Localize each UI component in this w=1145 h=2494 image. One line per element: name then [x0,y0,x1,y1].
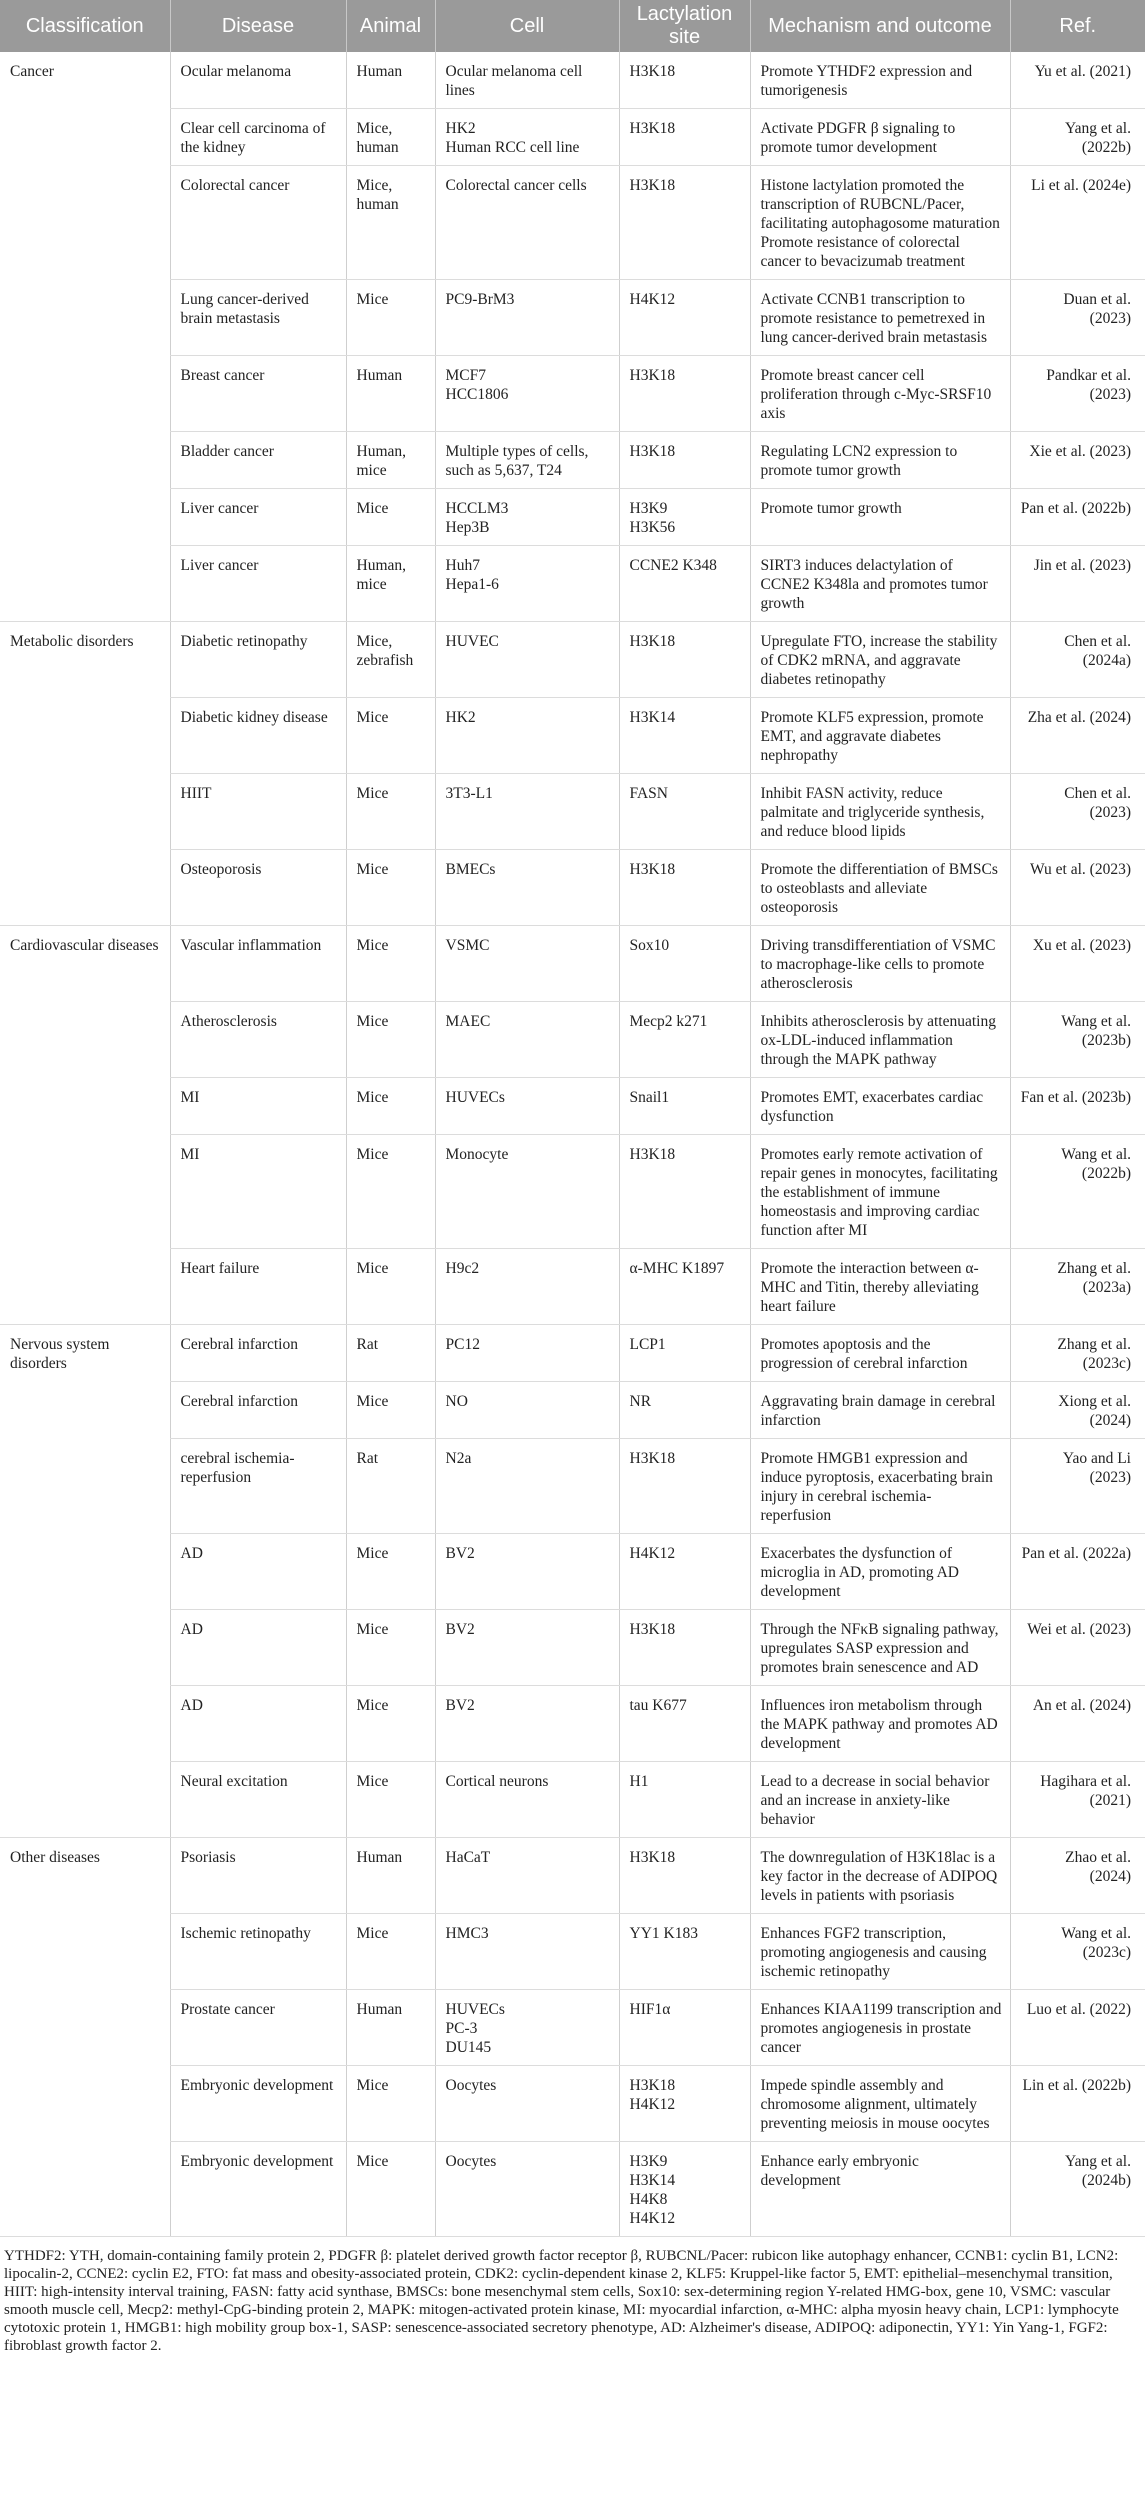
table-row [0,1325,1145,1382]
lactylation-site-cell: H4K12 [619,1534,750,1610]
reference-cell: Luo et al. (2022) [1010,1990,1145,2066]
animal-cell: Mice [346,1002,435,1078]
cell-line-cell: HaCaT [435,1838,619,1914]
classification-spacer [0,109,170,166]
lactylation-site-cell: α-MHC K1897 [619,1249,750,1325]
disease-cell: Diabetic kidney disease [170,698,346,774]
mechanism-cell: Upregulate FTO, increase the stability of CDK2 mRNA, and aggravate diabetes retinopathy [750,622,1010,698]
animal-cell: Human [346,1838,435,1914]
cell-line-cell: HK2 [435,698,619,774]
table-row [0,1534,1145,1610]
reference-cell: Lin et al. (2022b) [1010,2066,1145,2142]
header-cell: Cell [435,0,619,52]
disease-cell: Prostate cancer [170,1990,346,2066]
cell-line-cell: BV2 [435,1534,619,1610]
classification-spacer [0,1534,170,1610]
cell-line-cell: Oocytes [435,2066,619,2142]
disease-cell: HIIT [170,774,346,850]
reference-cell: Yang et al. (2022b) [1010,109,1145,166]
disease-cell: Diabetic retinopathy [170,622,346,698]
table-row [0,1135,1145,1249]
disease-cell: Vascular inflammation [170,926,346,1002]
table-row [0,1686,1145,1762]
table-row [0,1382,1145,1439]
animal-cell: Mice [346,774,435,850]
cell-line-cell: Monocyte [435,1135,619,1249]
lactylation-site-cell: HIF1α [619,1990,750,2066]
animal-cell: Mice [346,926,435,1002]
mechanism-cell: Enhances KIAA1199 transcription and promotes angiogenesis in prostate cancer [750,1990,1010,2066]
animal-cell: Mice [346,2066,435,2142]
disease-cell: Cerebral infarction [170,1382,346,1439]
animal-cell: Human [346,1990,435,2066]
lactylation-site-cell: H3K18 [619,432,750,489]
mechanism-cell: Histone lactylation promoted the transcription of RUBCNL/Pacer, facilitating autophagosome maturation Promote resistance of colorectal cancer to bevacizumab treatment [750,166,1010,280]
mechanism-cell: Through the NFκB signaling pathway, upregulates SASP expression and promotes brain senescence and AD [750,1610,1010,1686]
reference-cell: Li et al. (2024e) [1010,166,1145,280]
classification-spacer [0,356,170,432]
mechanism-cell: Promote HMGB1 expression and induce pyroptosis, exacerbating brain injury in cerebral ischemia-reperfusion [750,1439,1010,1534]
animal-cell: Mice [346,1610,435,1686]
lactylation-site-cell: H3K18 H4K12 [619,2066,750,2142]
mechanism-cell: Enhances FGF2 transcription, promoting angiogenesis and causing ischemic retinopathy [750,1914,1010,1990]
lactylation-site-cell: H3K18 [619,850,750,926]
lactylation-site-cell: H4K12 [619,280,750,356]
lactylation-site-cell: H3K18 [619,1610,750,1686]
reference-cell: Wu et al. (2023) [1010,850,1145,926]
mechanism-cell: Influences iron metabolism through the MAPK pathway and promotes AD development [750,1686,1010,1762]
mechanism-cell: Aggravating brain damage in cerebral infarction [750,1382,1010,1439]
classification-spacer [0,1610,170,1686]
disease-cell: cerebral ischemia-reperfusion [170,1439,346,1534]
table-row [0,546,1145,622]
classification-spacer [0,1135,170,1249]
table-body [0,52,1145,2237]
lactylation-site-cell: CCNE2 K348 [619,546,750,622]
table-row [0,2142,1145,2237]
table-row [0,489,1145,546]
cell-line-cell: Multiple types of cells, such as 5,637, T24 [435,432,619,489]
classification-spacer [0,1002,170,1078]
disease-cell: AD [170,1610,346,1686]
table-row [0,1610,1145,1686]
lactylation-site-cell: H3K18 [619,1439,750,1534]
classification-cell: Nervous system disorders [10,1336,110,1372]
animal-cell: Mice [346,698,435,774]
table-row [0,1990,1145,2066]
cell-line-cell: Huh7 Hepa1-6 [435,546,619,622]
classification-spacer [0,2142,170,2237]
reference-cell: Pandkar et al. (2023) [1010,356,1145,432]
table-row [0,109,1145,166]
mechanism-cell: Promote tumor growth [750,489,1010,546]
cell-line-cell: HUVEC [435,622,619,698]
cell-line-cell: MAEC [435,1002,619,1078]
header-row [0,0,1145,52]
mechanism-cell: Inhibit FASN activity, reduce palmitate and triglyceride synthesis, and reduce blood lipids [750,774,1010,850]
classification-spacer [0,280,170,356]
reference-cell: Wang et al. (2023b) [1010,1002,1145,1078]
disease-cell: Psoriasis [170,1838,346,1914]
mechanism-cell: Promote breast cancer cell proliferation through c-Myc-SRSF10 axis [750,356,1010,432]
mechanism-cell: Promotes early remote activation of repair genes in monocytes, facilitating the establishment of immune homeostasis and improving cardiac function after MI [750,1135,1010,1249]
lactylation-site-cell: H3K18 [619,622,750,698]
animal-cell: Mice [346,280,435,356]
reference-cell: Xu et al. (2023) [1010,926,1145,1002]
reference-cell: Yao and Li (2023) [1010,1439,1145,1534]
cell-line-cell: Cortical neurons [435,1762,619,1838]
classification-spacer [0,774,170,850]
disease-cell: Clear cell carcinoma of the kidney [170,109,346,166]
mechanism-cell: Promote YTHDF2 expression and tumorigenesis [750,52,1010,109]
cell-line-cell: BV2 [435,1610,619,1686]
disease-cell: MI [170,1078,346,1135]
mechanism-cell: Promote the differentiation of BMSCs to osteoblasts and alleviate osteoporosis [750,850,1010,926]
cell-line-cell: VSMC [435,926,619,1002]
header-disease: Disease [170,0,346,52]
classification-spacer [0,1990,170,2066]
classification-spacer [0,1249,170,1325]
classification-spacer [0,1078,170,1135]
classification-spacer [0,166,170,280]
classification-cell: Other diseases [10,1849,100,1866]
disease-cell: Atherosclerosis [170,1002,346,1078]
disease-cell: Osteoporosis [170,850,346,926]
animal-cell: Rat [346,1439,435,1534]
disease-cell: Liver cancer [170,489,346,546]
reference-cell: Yu et al. (2021) [1010,52,1145,109]
cell-line-cell: H9c2 [435,1249,619,1325]
mechanism-cell: Activate CCNB1 transcription to promote resistance to pemetrexed in lung cancer-derived brain metastasis [750,280,1010,356]
animal-cell: Mice [346,1382,435,1439]
cell-line-cell: PC12 [435,1325,619,1382]
lactylation-site-cell: FASN [619,774,750,850]
mechanism-cell: Impede spindle assembly and chromosome alignment, ultimately preventing meiosis in mouse oocytes [750,2066,1010,2142]
animal-cell: Human, mice [346,546,435,622]
cell-line-cell: BMECs [435,850,619,926]
reference-cell: Zhao et al. (2024) [1010,1838,1145,1914]
classification-cell: Metabolic disorders [10,633,134,650]
lactylation-site-cell: Sox10 [619,926,750,1002]
classification-cell: Cancer [10,63,54,80]
table-row [0,850,1145,926]
disease-cell: Bladder cancer [170,432,346,489]
disease-cell: Colorectal cancer [170,166,346,280]
table-row [0,1838,1145,1914]
mechanism-cell: Driving transdifferentiation of VSMC to macrophage-like cells to promote atherosclerosis [750,926,1010,1002]
lactylation-site-cell: LCP1 [619,1325,750,1382]
reference-cell: Xie et al. (2023) [1010,432,1145,489]
reference-cell: Zhang et al. (2023c) [1010,1325,1145,1382]
disease-cell: AD [170,1686,346,1762]
animal-cell: Mice [346,1686,435,1762]
cell-line-cell: HMC3 [435,1914,619,1990]
cell-line-cell: Colorectal cancer cells [435,166,619,280]
table-row [0,698,1145,774]
classification-spacer [0,1914,170,1990]
lactylation-site-cell: H3K18 [619,1838,750,1914]
header-classification: Classification [0,0,170,52]
classification-spacer [0,2066,170,2142]
lactylation-site-cell: H3K18 [619,109,750,166]
reference-cell: Yang et al. (2024b) [1010,2142,1145,2237]
reference-cell: Zhang et al. (2023a) [1010,1249,1145,1325]
cell-line-cell: MCF7 HCC1806 [435,356,619,432]
table-row [0,1249,1145,1325]
table-row [0,356,1145,432]
reference-cell: Wei et al. (2023) [1010,1610,1145,1686]
disease-cell: Embryonic development [170,2066,346,2142]
header-animal: Animal [346,0,435,52]
disease-cell: Heart failure [170,1249,346,1325]
table-row [0,166,1145,280]
reference-cell: Fan et al. (2023b) [1010,1078,1145,1135]
classification-spacer [0,1382,170,1439]
animal-cell: Mice [346,1078,435,1135]
animal-cell: Mice [346,489,435,546]
cell-line-cell: NO [435,1382,619,1439]
lactylation-site-cell: H3K18 [619,1135,750,1249]
reference-cell: Wang et al. (2023c) [1010,1914,1145,1990]
animal-cell: Human, mice [346,432,435,489]
disease-cell: Breast cancer [170,356,346,432]
animal-cell: Mice [346,1249,435,1325]
animal-cell: Mice [346,2142,435,2237]
lactylation-site-cell: YY1 K183 [619,1914,750,1990]
classification-spacer [0,1762,170,1838]
disease-cell: Lung cancer-derived brain metastasis [170,280,346,356]
lactylation-site-cell: Snail1 [619,1078,750,1135]
disease-cell: AD [170,1534,346,1610]
classification-spacer [0,489,170,546]
lactylation-site-cell: tau K677 [619,1686,750,1762]
reference-cell: Hagihara et al. (2021) [1010,1762,1145,1838]
cell-line-cell: HUVECs PC-3 DU145 [435,1990,619,2066]
disease-cell: Neural excitation [170,1762,346,1838]
lactylation-site-cell: H1 [619,1762,750,1838]
table-row [0,1914,1145,1990]
table-row [0,1439,1145,1534]
cell-line-cell: Oocytes [435,2142,619,2237]
disease-cell: Embryonic development [170,2142,346,2237]
mechanism-cell: Lead to a decrease in social behavior and an increase in anxiety-like behavior [750,1762,1010,1838]
reference-cell: Chen et al. (2024a) [1010,622,1145,698]
mechanism-cell: Activate PDGFR β signaling to promote tumor development [750,109,1010,166]
reference-cell: Wang et al. (2022b) [1010,1135,1145,1249]
animal-cell: Mice [346,1914,435,1990]
mechanism-cell: Enhance early embryonic development [750,2142,1010,2237]
table-row [0,52,1145,109]
lactylation-site-cell: H3K9 H3K14 H4K8 H4K12 [619,2142,750,2237]
disease-cell: MI [170,1135,346,1249]
animal-cell: Mice, human [346,109,435,166]
disease-cell: Liver cancer [170,546,346,622]
mechanism-cell: Exacerbates the dysfunction of microglia in AD, promoting AD development [750,1534,1010,1610]
disease-cell: Cerebral infarction [170,1325,346,1382]
table-row [0,280,1145,356]
lactylation-site-cell: H3K9 H3K56 [619,489,750,546]
reference-cell: Jin et al. (2023) [1010,546,1145,622]
animal-cell: Mice [346,1534,435,1610]
mechanism-cell: Inhibits atherosclerosis by attenuating ox-LDL-induced inflammation through the MAPK pathway [750,1002,1010,1078]
reference-cell: Zha et al. (2024) [1010,698,1145,774]
table-row [0,1078,1145,1135]
lactylation-site-cell: H3K18 [619,166,750,280]
cell-line-cell: N2a [435,1439,619,1534]
lactylation-site-cell: H3K18 [619,52,750,109]
mechanism-cell: Regulating LCN2 expression to promote tumor growth [750,432,1010,489]
mechanism-cell: Promote the interaction between α-MHC and Titin, thereby alleviating heart failure [750,1249,1010,1325]
lactylation-site-cell: Mecp2 k271 [619,1002,750,1078]
animal-cell: Mice, zebrafish [346,622,435,698]
cell-line-cell: Ocular melanoma cell lines [435,52,619,109]
cell-line-cell: HK2 Human RCC cell line [435,109,619,166]
classification-cell: Cardiovascular diseases [10,937,159,954]
mechanism-cell: SIRT3 induces delactylation of CCNE2 K348la and promotes tumor growth [750,546,1010,622]
table-footnote: YTHDF2: YTH, domain-containing family protein 2, PDGFR β: platelet derived growth factor receptor β, RUBCNL/Pacer: rubicon like autophagy enhancer, CCNB1: cyclin B1, LCN2: lipocalin-2, CCNE2: cyclin E2, FTO: fat mass and obesity-associated protein, CDK2: cyclin-dependent kinase 2, KLF5: Kruppel-like factor 5, EMT: epithelial–mesenchymal transition, HIIT: high-intensity interval training, FASN: fatty acid synthase, BMSCs: bone mesenchymal stem cells, Sox10: sex-determining region Y-related HMG-box, gene 10, VSMC: vascular smooth muscle cell, Mecp2: methyl-CpG-binding protein 2, MAPK: mitogen-activated protein kinase, MI: myocardial infarction, α-MHC: alpha myosin heavy chain, LCP1: lymphocyte cytotoxic protein 1, HMGB1: high mobility group box-1, SASP: senescence-associated secretory phenotype, AD: Alzheimer's disease, ADIPOQ: adiponectin, YY1: Yin Yang-1, FGF2: fibroblast growth factor 2. [4,2248,1119,2354]
classification-spacer [0,698,170,774]
reference-cell: Pan et al. (2022b) [1010,489,1145,546]
reference-cell: Xiong et al. (2024) [1010,1382,1145,1439]
cell-line-cell: PC9-BrM3 [435,280,619,356]
animal-cell: Mice, human [346,166,435,280]
table-row [0,432,1145,489]
table-row [0,622,1145,698]
table-row [0,1002,1145,1078]
lactylation-site-cell: H3K14 [619,698,750,774]
table-row [0,1762,1145,1838]
animal-cell: Human [346,356,435,432]
mechanism-cell: Promotes apoptosis and the progression of cerebral infarction [750,1325,1010,1382]
reference-cell: Chen et al. (2023) [1010,774,1145,850]
reference-cell: Pan et al. (2022a) [1010,1534,1145,1610]
animal-cell: Human [346,52,435,109]
mechanism-cell: Promotes EMT, exacerbates cardiac dysfunction [750,1078,1010,1135]
header-ref: Ref. [1010,0,1145,52]
reference-cell: Duan et al. (2023) [1010,280,1145,356]
disease-cell: Ocular melanoma [170,52,346,109]
table-row [0,926,1145,1002]
classification-spacer [0,546,170,622]
mechanism-cell: The downregulation of H3K18lac is a key factor in the decrease of ADIPOQ levels in patients with psoriasis [750,1838,1010,1914]
cell-line-cell: HUVECs [435,1078,619,1135]
table-row [0,774,1145,850]
table-header [0,0,1145,52]
animal-cell: Rat [346,1325,435,1382]
disease-cell: Ischemic retinopathy [170,1914,346,1990]
mechanism-cell: Promote KLF5 expression, promote EMT, and aggravate diabetes nephropathy [750,698,1010,774]
header-lactylation-site: Lactylation site [619,0,750,52]
reference-cell: An et al. (2024) [1010,1686,1145,1762]
classification-spacer [0,1439,170,1534]
lactylation-site-cell: NR [619,1382,750,1439]
cell-line-cell: BV2 [435,1686,619,1762]
classification-spacer [0,850,170,926]
table-row [0,2066,1145,2142]
animal-cell: Mice [346,850,435,926]
header-mechanism: Mechanism and outcome [750,0,1010,52]
animal-cell: Mice [346,1135,435,1249]
classification-spacer [0,1686,170,1762]
cell-line-cell: 3T3-L1 [435,774,619,850]
cell-line-cell: HCCLM3 Hep3B [435,489,619,546]
animal-cell: Mice [346,1762,435,1838]
classification-spacer [0,432,170,489]
lactylation-site-cell: H3K18 [619,356,750,432]
